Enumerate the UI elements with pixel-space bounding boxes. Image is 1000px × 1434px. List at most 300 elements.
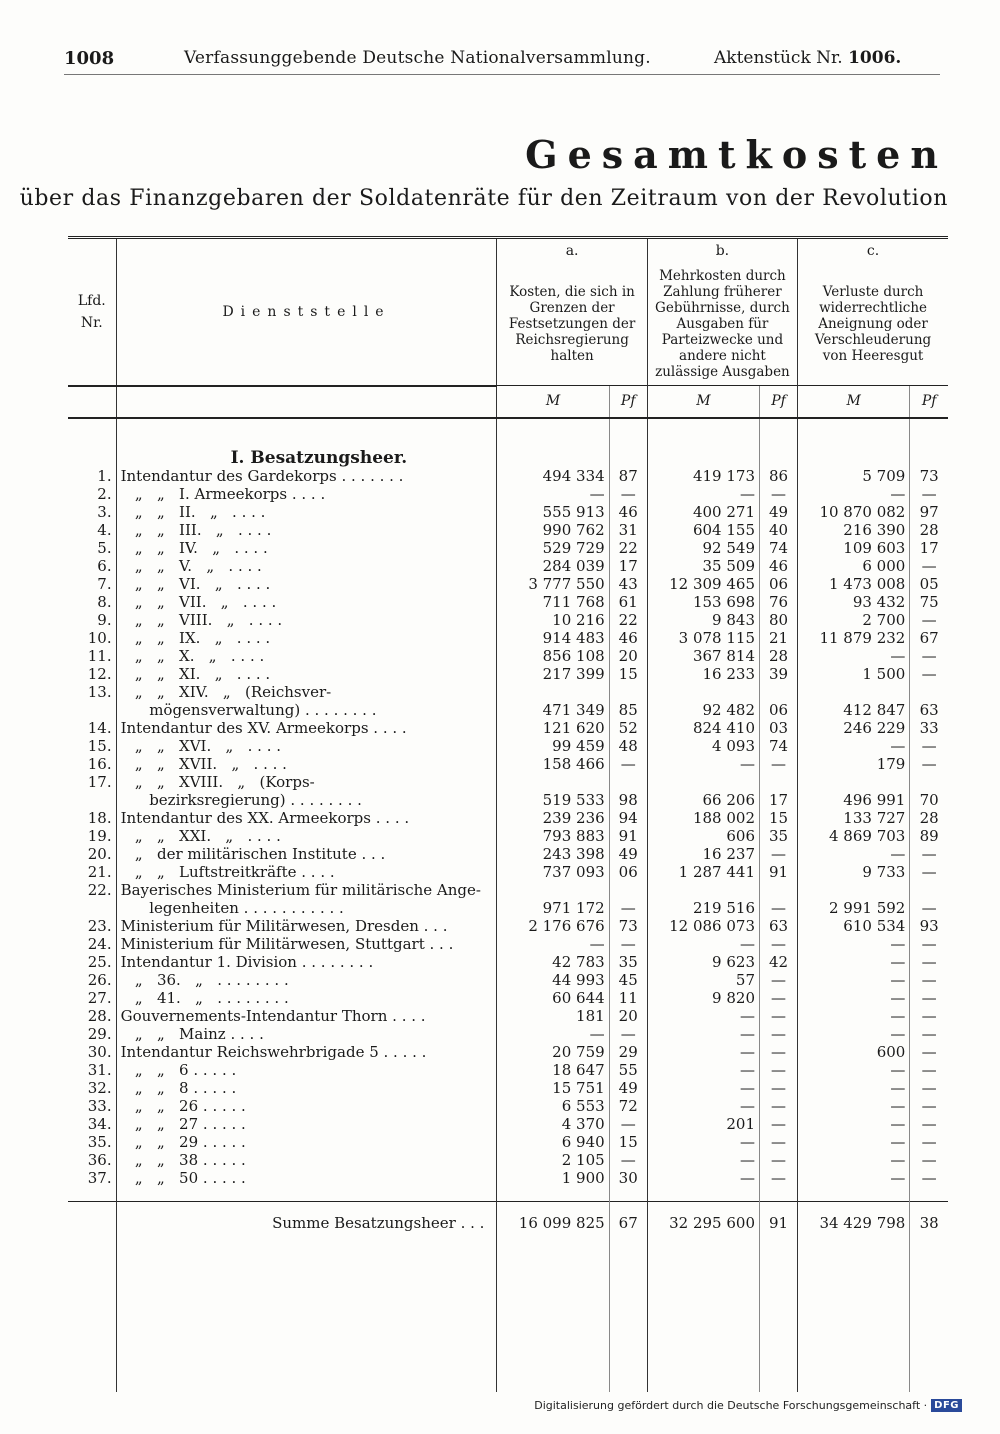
row-b-pf: 76 (760, 593, 798, 611)
row-dienststelle: bezirksregierung) . . . . . . . . (116, 791, 497, 809)
row-b-mark: 153 698 (647, 593, 759, 611)
row-b-pf: 03 (760, 719, 798, 737)
table-row (68, 755, 948, 773)
table-header (68, 239, 948, 418)
row-c-pf: — (910, 899, 948, 917)
row-number: 6. (97, 556, 112, 575)
row-dienststelle: „ „ X. „ . . . . (116, 647, 497, 665)
row-c-pf: — (910, 1169, 948, 1187)
row-b-mark: 3 078 115 (647, 629, 759, 647)
row-a-mark: — (497, 935, 609, 953)
table-row (68, 989, 948, 1007)
row-a-pf: 94 (609, 809, 647, 827)
row-a-pf: 49 (609, 1079, 647, 1097)
row-number: 9. (97, 610, 112, 629)
row-a-mark: 519 533 (497, 791, 609, 809)
row-a-pf: 72 (609, 1097, 647, 1115)
row-number: 27. (87, 988, 112, 1007)
row-dienststelle: „ „ XVIII. „ (Korps- (116, 773, 497, 791)
row-b-mark: 66 206 (647, 791, 759, 809)
row-b-mark: — (647, 1007, 759, 1025)
row-a-mark: 42 783 (497, 953, 609, 971)
row-a-mark: 181 (497, 1007, 609, 1025)
row-dienststelle: „ „ 50 . . . . . (116, 1169, 497, 1187)
sum-label: Summe Besatzungsheer . . . (116, 1201, 497, 1232)
row-c-mark: — (798, 1025, 910, 1043)
row-a-mark: 99 459 (497, 737, 609, 755)
header-rule (64, 74, 940, 75)
row-b-mark: 606 (647, 827, 759, 845)
row-a-mark: 1 900 (497, 1169, 609, 1187)
row-c-pf: 28 (910, 521, 948, 539)
row-b-pf: — (760, 1133, 798, 1151)
row-number: 26. (87, 970, 112, 989)
row-dienststelle: Ministerium für Militärwesen, Stuttgart . . . (116, 935, 497, 953)
row-c-mark: 2 700 (798, 611, 910, 629)
row-b-pf: 74 (760, 539, 798, 557)
row-c-mark (798, 881, 910, 899)
row-dienststelle: Ministerium für Militärwesen, Dresden . . . (116, 917, 497, 935)
row-a-pf: 43 (609, 575, 647, 593)
table-row (68, 737, 948, 755)
row-b-mark: — (647, 755, 759, 773)
table-row (68, 773, 948, 791)
row-b-mark: — (647, 1043, 759, 1061)
row-c-mark: — (798, 647, 910, 665)
row-c-mark: 133 727 (798, 809, 910, 827)
row-dienststelle: „ „ 29 . . . . . (116, 1133, 497, 1151)
row-a-pf: 55 (609, 1061, 647, 1079)
row-b-mark: — (647, 1025, 759, 1043)
row-b-mark: 1 287 441 (647, 863, 759, 881)
row-b-mark: 219 516 (647, 899, 759, 917)
row-b-mark: 16 237 (647, 845, 759, 863)
row-a-mark: 529 729 (497, 539, 609, 557)
sum-a-mark: 16 099 825 (497, 1201, 609, 1232)
row-b-mark: 9 843 (647, 611, 759, 629)
row-a-mark: 10 216 (497, 611, 609, 629)
row-c-mark (798, 773, 910, 791)
unit-pf-c: Pf (910, 386, 948, 418)
row-a-pf: — (609, 935, 647, 953)
row-c-mark: 179 (798, 755, 910, 773)
row-c-mark: — (798, 485, 910, 503)
row-dienststelle: „ „ 27 . . . . . (116, 1115, 497, 1133)
row-b-pf (760, 683, 798, 701)
row-a-pf: 31 (609, 521, 647, 539)
row-dienststelle: „ „ III. „ . . . . (116, 521, 497, 539)
unit-mark-c: M (798, 386, 910, 418)
row-c-mark: 1 500 (798, 665, 910, 683)
table-row (68, 1061, 948, 1079)
row-dienststelle: „ „ XVII. „ . . . . (116, 755, 497, 773)
row-a-pf: — (609, 899, 647, 917)
row-dienststelle: „ „ 38 . . . . . (116, 1151, 497, 1169)
row-b-pf (760, 881, 798, 899)
unit-spacer-dst (116, 386, 497, 418)
row-a-mark: 856 108 (497, 647, 609, 665)
table-row (68, 1097, 948, 1115)
row-dienststelle: „ „ XXI. „ . . . . (116, 827, 497, 845)
row-c-pf: 93 (910, 917, 948, 935)
row-c-pf: — (910, 1061, 948, 1079)
row-dienststelle: „ „ Luftstreitkräfte . . . . (116, 863, 497, 881)
row-c-mark: — (798, 1169, 910, 1187)
row-c-pf: — (910, 953, 948, 971)
row-dienststelle: „ „ XVI. „ . . . . (116, 737, 497, 755)
table-row (68, 971, 948, 989)
row-c-pf (910, 773, 948, 791)
row-number: 18. (87, 808, 112, 827)
row-a-mark: 494 334 (497, 467, 609, 485)
row-a-pf: — (609, 485, 647, 503)
row-dienststelle: Intendantur des XV. Armeekorps . . . . (116, 719, 497, 737)
row-dienststelle: „ „ 6 . . . . . (116, 1061, 497, 1079)
table-row (68, 1133, 948, 1151)
row-c-pf: — (910, 485, 948, 503)
row-a-mark: 217 399 (497, 665, 609, 683)
row-b-mark: 92 549 (647, 539, 759, 557)
row-c-mark: 246 229 (798, 719, 910, 737)
row-c-pf: — (910, 1133, 948, 1151)
table-row (68, 557, 948, 575)
row-dienststelle: „ 36. „ . . . . . . . . (116, 971, 497, 989)
row-c-mark: — (798, 845, 910, 863)
row-dienststelle: „ „ II. „ . . . . (116, 503, 497, 521)
row-c-mark: 412 847 (798, 701, 910, 719)
row-b-mark (647, 773, 759, 791)
row-dienststelle: „ „ XI. „ . . . . (116, 665, 497, 683)
row-c-mark: — (798, 989, 910, 1007)
row-a-pf: — (609, 755, 647, 773)
row-b-pf: 06 (760, 575, 798, 593)
row-a-mark: 793 883 (497, 827, 609, 845)
row-c-pf: — (910, 863, 948, 881)
row-dienststelle: legenheiten . . . . . . . . . . . (116, 899, 497, 917)
row-dienststelle: „ „ IV. „ . . . . (116, 539, 497, 557)
row-dienststelle: Intendantur 1. Division . . . . . . . . (116, 953, 497, 971)
row-c-pf: 28 (910, 809, 948, 827)
row-b-pf: — (760, 971, 798, 989)
row-b-mark: 9 623 (647, 953, 759, 971)
row-c-pf: — (910, 665, 948, 683)
table-row (68, 467, 948, 485)
row-number (68, 899, 116, 917)
row-a-pf (609, 773, 647, 791)
column-description-c: Verluste durch widerrechtliche Aneignung oder Verschleuderung von Heeresgut (798, 263, 948, 386)
row-b-pf: — (760, 989, 798, 1007)
row-b-pf (760, 773, 798, 791)
row-a-mark: 711 768 (497, 593, 609, 611)
row-c-mark: — (798, 1079, 910, 1097)
table-row (68, 935, 948, 953)
row-a-pf: — (609, 1115, 647, 1133)
page-number: 1008 (64, 48, 115, 69)
row-a-mark: 4 370 (497, 1115, 609, 1133)
table-row (68, 827, 948, 845)
row-number: 5. (97, 538, 112, 557)
row-number: 23. (87, 916, 112, 935)
table-row (68, 665, 948, 683)
table-row (68, 647, 948, 665)
row-a-pf: 17 (609, 557, 647, 575)
row-b-mark (647, 683, 759, 701)
table-row (68, 953, 948, 971)
document-title: Gesamtkosten (525, 132, 948, 177)
row-c-pf: — (910, 971, 948, 989)
row-a-mark: 158 466 (497, 755, 609, 773)
cost-table-container (68, 236, 948, 1392)
row-a-mark: 3 777 550 (497, 575, 609, 593)
table-body (68, 418, 948, 1187)
row-dienststelle: „ „ IX. „ . . . . (116, 629, 497, 647)
row-number: 35. (87, 1132, 112, 1151)
table-row (68, 593, 948, 611)
row-number: 32. (87, 1078, 112, 1097)
table-row (68, 1043, 948, 1061)
digitization-footer (534, 1399, 962, 1412)
table-row (68, 845, 948, 863)
row-c-mark: — (798, 1115, 910, 1133)
nr-label-1: Lfd. (77, 292, 106, 309)
row-number: 11. (87, 646, 112, 665)
row-dienststelle: „ „ 26 . . . . . (116, 1097, 497, 1115)
column-letter-c: c. (798, 239, 948, 263)
row-b-pf: — (760, 485, 798, 503)
column-header-nr (68, 239, 116, 386)
row-a-pf: 61 (609, 593, 647, 611)
row-c-mark: 9 733 (798, 863, 910, 881)
row-b-pf: — (760, 1151, 798, 1169)
row-a-mark: 6 940 (497, 1133, 609, 1151)
row-c-pf: — (910, 935, 948, 953)
row-c-pf: 97 (910, 503, 948, 521)
row-a-pf: 29 (609, 1043, 647, 1061)
row-number: 7. (97, 574, 112, 593)
row-b-mark: 367 814 (647, 647, 759, 665)
row-b-mark: 16 233 (647, 665, 759, 683)
row-c-pf: — (910, 647, 948, 665)
row-a-pf: 85 (609, 701, 647, 719)
table-row (68, 629, 948, 647)
row-b-pf: — (760, 1025, 798, 1043)
row-number: 14. (87, 718, 112, 737)
row-dienststelle: „ „ XIV. „ (Reichsver- (116, 683, 497, 701)
dfg-logo: DFG (931, 1399, 962, 1412)
cost-table (68, 239, 948, 1392)
table-row (68, 575, 948, 593)
row-c-mark: 93 432 (798, 593, 910, 611)
unit-mark-b: M (647, 386, 759, 418)
row-c-pf: 70 (910, 791, 948, 809)
row-a-pf: 98 (609, 791, 647, 809)
row-number: 24. (87, 934, 112, 953)
row-dienststelle: „ „ VII. „ . . . . (116, 593, 497, 611)
row-b-mark: 824 410 (647, 719, 759, 737)
row-b-pf: — (760, 1115, 798, 1133)
row-c-pf: — (910, 845, 948, 863)
row-number: 2. (97, 484, 112, 503)
row-number: 15. (87, 736, 112, 755)
row-c-pf: 89 (910, 827, 948, 845)
row-b-mark: 604 155 (647, 521, 759, 539)
row-b-mark: — (647, 935, 759, 953)
row-number: 4. (97, 520, 112, 539)
section-title: I. Besatzungsheer. (230, 447, 408, 468)
row-dienststelle: „ „ VI. „ . . . . (116, 575, 497, 593)
row-b-pf: 40 (760, 521, 798, 539)
document-ref-prefix: Aktenstück Nr. (714, 48, 843, 68)
row-b-mark: 12 309 465 (647, 575, 759, 593)
row-dienststelle: „ „ Mainz . . . . (116, 1025, 497, 1043)
row-a-mark: 2 105 (497, 1151, 609, 1169)
row-b-mark: 35 509 (647, 557, 759, 575)
row-c-pf: — (910, 1007, 948, 1025)
row-c-mark: 2 991 592 (798, 899, 910, 917)
row-c-pf: — (910, 1079, 948, 1097)
row-a-pf (609, 683, 647, 701)
row-a-pf: 20 (609, 1007, 647, 1025)
row-b-pf: — (760, 899, 798, 917)
table-row (68, 701, 948, 719)
row-c-mark: — (798, 953, 910, 971)
row-c-mark: 109 603 (798, 539, 910, 557)
row-a-pf: — (609, 1151, 647, 1169)
row-c-pf: 63 (910, 701, 948, 719)
row-a-pf: 91 (609, 827, 647, 845)
row-a-pf (609, 881, 647, 899)
table-row (68, 1007, 948, 1025)
row-b-pf: — (760, 935, 798, 953)
row-a-pf: 22 (609, 539, 647, 557)
row-a-pf: 22 (609, 611, 647, 629)
unit-spacer-nr (68, 386, 116, 418)
document-subtitle: über das Finanzgebaren der Soldatenräte für den Zeitraum von der Revolution (19, 186, 948, 211)
table-row (68, 1115, 948, 1133)
unit-pf-a: Pf (609, 386, 647, 418)
row-number: 19. (87, 826, 112, 845)
table-row (68, 791, 948, 809)
row-dienststelle: mögensverwaltung) . . . . . . . . (116, 701, 497, 719)
row-number: 21. (87, 862, 112, 881)
row-b-mark: — (647, 1079, 759, 1097)
row-number: 16. (87, 754, 112, 773)
row-dienststelle: „ 41. „ . . . . . . . . (116, 989, 497, 1007)
row-number: 10. (87, 628, 112, 647)
row-b-pf: — (760, 845, 798, 863)
sum-c-mark: 34 429 798 (798, 1201, 910, 1232)
row-b-pf: 28 (760, 647, 798, 665)
row-b-pf: 06 (760, 701, 798, 719)
row-dienststelle: Intendantur Reichswehrbrigade 5 . . . . . (116, 1043, 497, 1061)
row-dienststelle: „ „ VIII. „ . . . . (116, 611, 497, 629)
row-b-mark: 400 271 (647, 503, 759, 521)
row-c-mark: — (798, 1061, 910, 1079)
row-c-pf: — (910, 989, 948, 1007)
row-c-mark: 600 (798, 1043, 910, 1061)
table-row (68, 683, 948, 701)
row-b-pf: 80 (760, 611, 798, 629)
row-a-mark: 914 483 (497, 629, 609, 647)
row-b-mark: — (647, 1133, 759, 1151)
row-a-mark: 737 093 (497, 863, 609, 881)
row-c-mark: — (798, 935, 910, 953)
table-row (68, 1025, 948, 1043)
row-a-mark: 471 349 (497, 701, 609, 719)
row-c-mark: — (798, 1151, 910, 1169)
row-a-mark: 6 553 (497, 1097, 609, 1115)
table-row (68, 521, 948, 539)
table-row (68, 917, 948, 935)
row-a-mark: — (497, 485, 609, 503)
row-number: 31. (87, 1060, 112, 1079)
footer-text: Digitalisierung gefördert durch die Deutsche Forschungsgemeinschaft · (534, 1399, 928, 1412)
unit-pf-b: Pf (760, 386, 798, 418)
table-row (68, 539, 948, 557)
row-b-mark: — (647, 485, 759, 503)
running-head (64, 46, 902, 74)
row-number: 13. (87, 682, 112, 701)
row-b-pf: — (760, 1043, 798, 1061)
row-dienststelle: Gouvernements-Intendantur Thorn . . . . (116, 1007, 497, 1025)
row-c-pf: — (910, 1115, 948, 1133)
row-c-mark: — (798, 1097, 910, 1115)
row-b-mark: 12 086 073 (647, 917, 759, 935)
row-dienststelle: Intendantur des Gardekorps . . . . . . . (116, 467, 497, 485)
row-c-pf: — (910, 557, 948, 575)
row-c-pf: — (910, 1025, 948, 1043)
row-c-pf (910, 683, 948, 701)
row-b-mark: 188 002 (647, 809, 759, 827)
row-a-mark: 555 913 (497, 503, 609, 521)
row-a-mark: 121 620 (497, 719, 609, 737)
row-c-pf: — (910, 755, 948, 773)
row-number (68, 701, 116, 719)
row-number: 22. (87, 880, 112, 899)
row-number: 3. (97, 502, 112, 521)
table-row (68, 1169, 948, 1187)
row-a-mark (497, 881, 609, 899)
table-row (68, 863, 948, 881)
row-number: 8. (97, 592, 112, 611)
row-a-mark: 971 172 (497, 899, 609, 917)
row-b-pf: 17 (760, 791, 798, 809)
row-b-pf: 39 (760, 665, 798, 683)
table-row (68, 881, 948, 899)
row-b-pf: — (760, 1079, 798, 1097)
row-number: 36. (87, 1150, 112, 1169)
row-a-mark: 239 236 (497, 809, 609, 827)
row-a-mark: 990 762 (497, 521, 609, 539)
row-a-pf: 06 (609, 863, 647, 881)
column-description-a: Kosten, die sich in Grenzen der Festsetzungen der Reichsregierung halten (497, 263, 647, 386)
row-c-mark: 5 709 (798, 467, 910, 485)
row-b-mark: 57 (647, 971, 759, 989)
row-a-mark: 44 993 (497, 971, 609, 989)
row-b-mark (647, 881, 759, 899)
row-a-pf: 52 (609, 719, 647, 737)
row-a-pf: 30 (609, 1169, 647, 1187)
sum-row (68, 1201, 948, 1232)
row-c-mark: — (798, 1133, 910, 1151)
row-number: 12. (87, 664, 112, 683)
row-c-pf: — (910, 737, 948, 755)
table-row (68, 485, 948, 503)
row-a-mark: 60 644 (497, 989, 609, 1007)
table-row (68, 899, 948, 917)
row-number: 33. (87, 1096, 112, 1115)
row-c-mark: 6 000 (798, 557, 910, 575)
